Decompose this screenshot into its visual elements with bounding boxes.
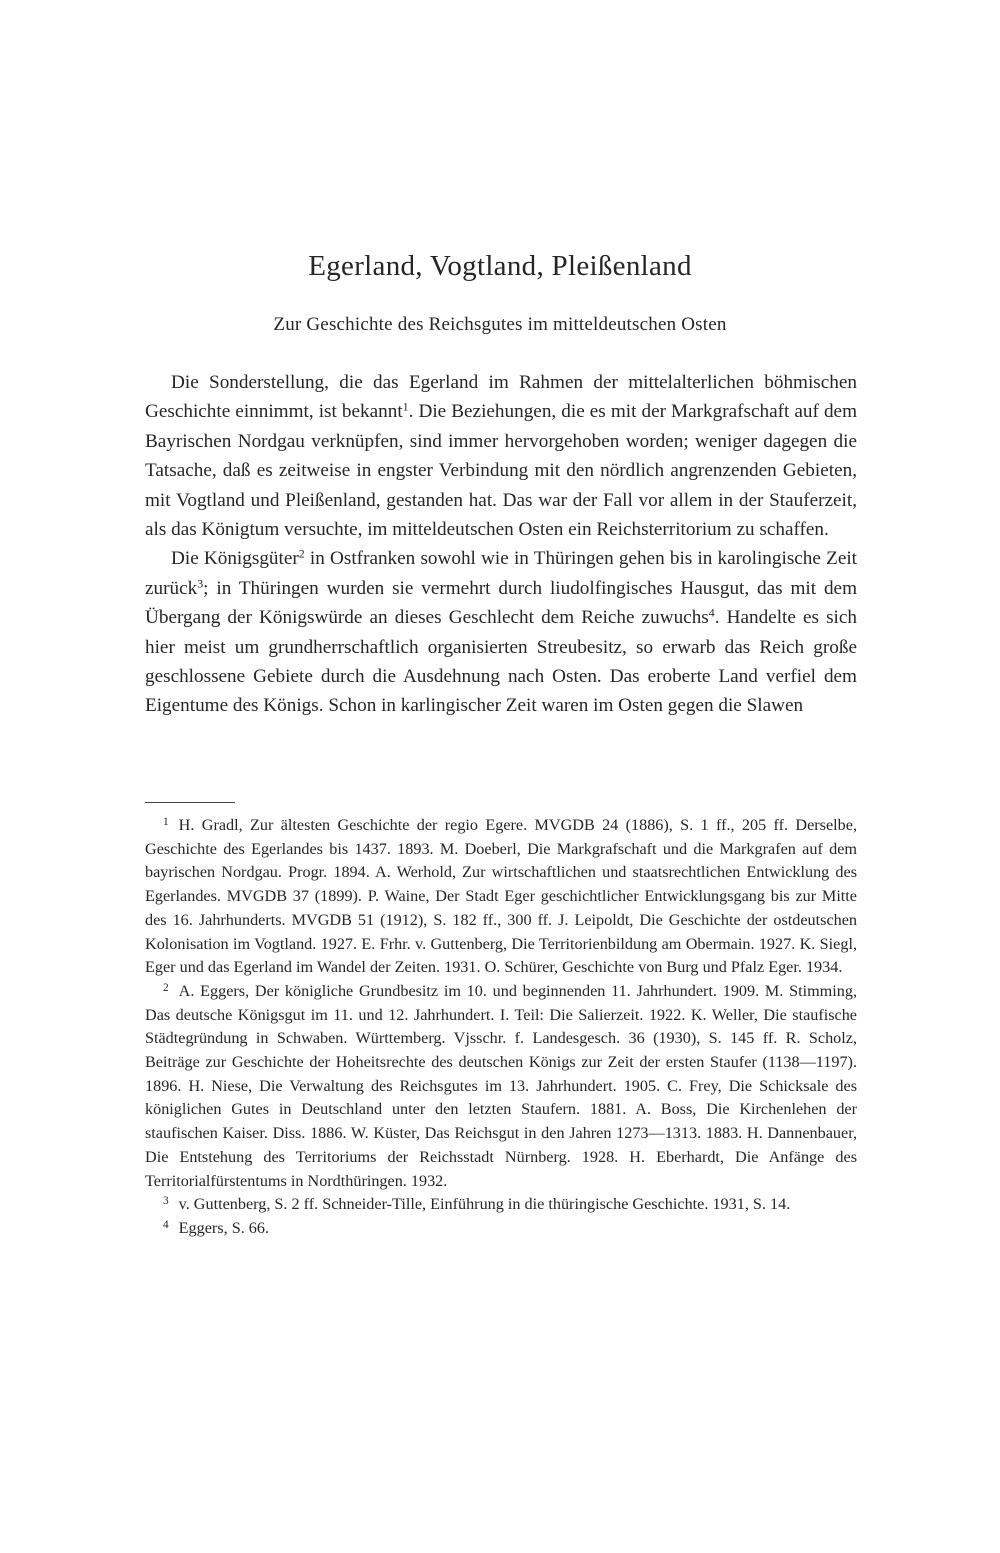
- footnote: [145, 980, 857, 1193]
- paragraph: [145, 544, 857, 720]
- page-title: Egerland, Vogtland, Pleißenland: [308, 250, 692, 282]
- footnote-reference: 3: [197, 576, 204, 591]
- paragraph: [145, 368, 857, 544]
- footnote-text: Eggers, S. 66.: [178, 1218, 270, 1237]
- footnote-reference: 4: [708, 605, 715, 620]
- footnote-text: H. Gradl, Zur ältesten Geschichte der regio Egere. MVGDB 24 (1886), S. 1 ff., 205 ff. Derselbe, Geschichte des Egerlandes bis 1437. 1893. M. Doeberl, Die Markgrafschaft und die Markgrafen auf dem bayrischen Nordgau. Progr. 1894. A. Werhold, Zur wirtschaftlichen und staatsrechtlichen Entwicklung des Egerlandes. MVGDB 37 (1899). P. Waine, Der Stadt Eger geschichtlicher Entwicklungsgang bis zur Mitte des 16. Jahrhunderts. MVGDB 51 (1912), S. 182 ff., 300 ff. J. Leipoldt, Die Geschichte der ostdeutschen Kolonisation im Vogtland. 1927. E. Frhr. v. Guttenberg, Die Territorienbildung am Obermain. 1927. K. Siegl, Eger und das Egerland im Wandel der Zeiten. 1931. O. Schürer, Geschichte von Burg und Pfalz Eger. 1934.: [145, 816, 857, 977]
- footnote: [145, 1193, 857, 1217]
- paragraph-text: in Ostfranken sowohl wie in Thüringen gehen bis in karolingische Zeit zurück: [145, 548, 857, 599]
- footnote-number: 1: [163, 815, 169, 828]
- page-subtitle: Zur Geschichte des Reichsgutes im mitteldeutschen Osten: [273, 314, 727, 335]
- footnote-reference: 1: [402, 399, 409, 414]
- footnote-number: 2: [163, 981, 169, 994]
- footnote-number: 3: [163, 1195, 169, 1208]
- paragraph-text: Die Sonderstellung, die das Egerland im Rahmen der mittelalterlichen böhmischen Geschichte einnimmt, ist bekannt: [145, 372, 857, 423]
- paragraph-text: . Die Beziehungen, die es mit der Markgrafschaft auf dem Bayrischen Nordgau verknüpfen, sind immer hervorgehoben worden; weniger dagegen die Tatsache, daß es zeitweise in engster Verbindung mit den nördlich angrenzenden Gebieten, mit Vogtland und Pleißenland, gestanden hat. Das war der Fall vor allem in der Stauferzeit, als das Königtum versuchte, im mitteldeutschen Osten ein Reichsterritorium zu schaffen.: [145, 401, 857, 541]
- footnote-text: v. Guttenberg, S. 2 ff. Schneider-Tille, Einführung in die thüringische Geschichte. 1931, S. 14.: [178, 1195, 791, 1214]
- main-text: [145, 368, 857, 721]
- footnotes: [145, 814, 857, 1241]
- footnote: [145, 1217, 857, 1241]
- paragraph-text: ; in Thüringen wurden sie vermehrt durch liudolfingisches Hausgut, das mit dem Übergang der Königswürde an dieses Geschlecht dem Reiche zuwuchs: [145, 577, 857, 629]
- footnote-reference: 2: [298, 546, 305, 561]
- footnote-divider: [145, 802, 235, 803]
- paragraph-text: . Handelte es sich hier meist um grundherrschaftlich organisierten Streubesitz, so erwarb das Reich große geschlossene Gebiete durch die Ausdehnung nach Osten. Das eroberte Land verfiel dem Eigentume des Königs. Schon in karlingischer Zeit waren im Osten gegen die Slawen: [145, 607, 857, 717]
- footnote-number: 4: [163, 1218, 169, 1231]
- paragraph-text: Die Königsgüter: [171, 548, 299, 570]
- footnote: [145, 814, 857, 980]
- footnote-text: A. Eggers, Der königliche Grundbesitz im 10. und beginnenden 11. Jahrhundert. 1909. M. Stimming, Das deutsche Königsgut im 11. und 12. Jahrhundert. I. Teil: Die Salierzeit. 1922. K. Weller, Die staufische Städtegründung in Schwaben. Württemberg. Vjsschr. f. Landesgesch. 36 (1930), S. 145 ff. R. Scholz, Beiträge zur Geschichte der Hoheitsrechte des deutschen Königs zur Zeit der ersten Staufer (1138—1197). 1896. H. Niese, Die Verwaltung des Reichsgutes im 13. Jahrhundert. 1905. C. Frey, Die Schicksale des königlichen Gutes in Deutschland unter den letzten Staufern. 1881. A. Boss, Die Kirchenlehen der staufischen Kaiser. Diss. 1886. W. Küster, Das Reichsgut in den Jahren 1273—1313. 1883. H. Dannenbauer, Die Entstehung des Territoriums der Reichsstadt Nürnberg. 1928. H. Eberhardt, Die Anfänge des Territorialfürstentums in Nordthüringen. 1932.: [145, 981, 857, 1190]
